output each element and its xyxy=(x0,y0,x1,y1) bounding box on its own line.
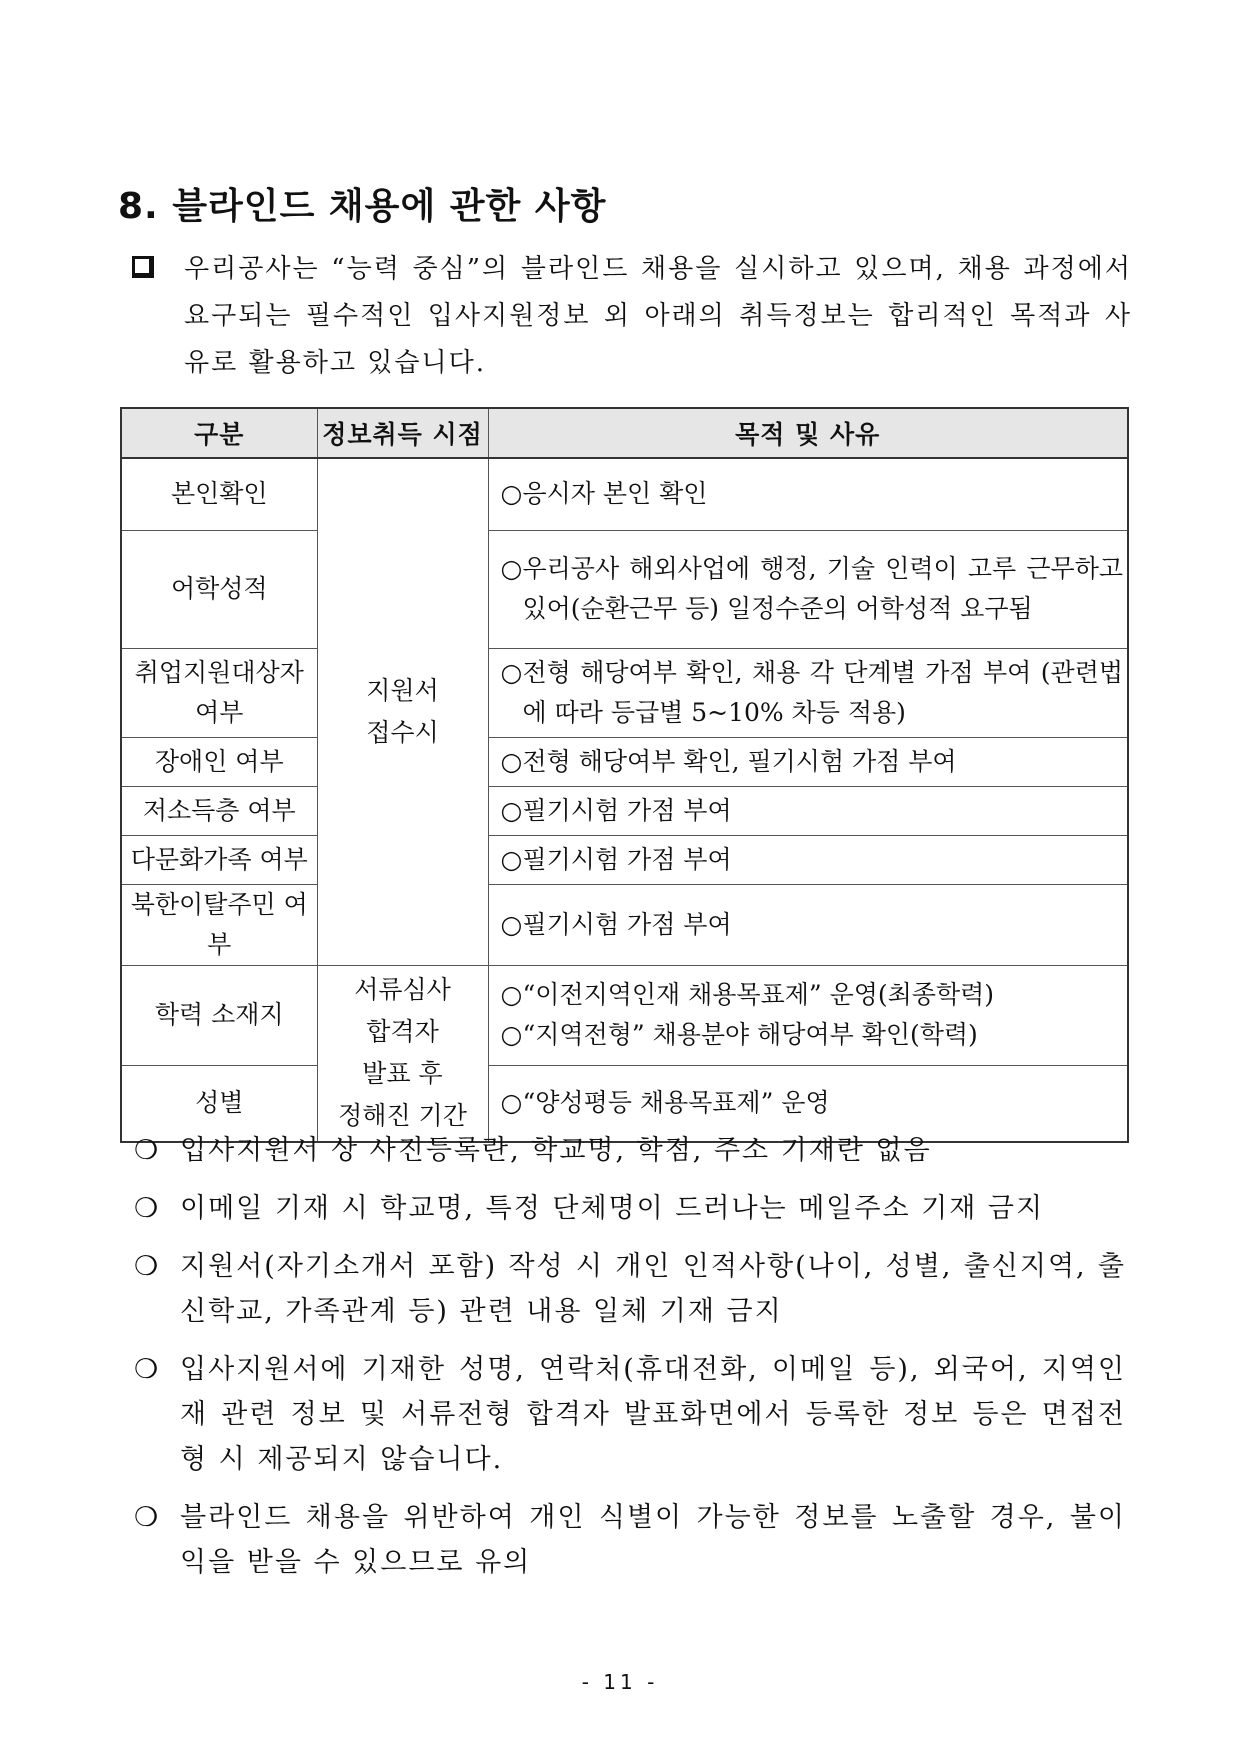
table-row xyxy=(121,530,1128,648)
hollow-circle-bullet-icon: ❍ xyxy=(134,1502,159,1533)
list-item: ❍ 지원서(자기소개서 포함) 작성 시 개인 인적사항(나이, 성별, 출신지역, 출신학교, 가족관계 등) 관련 내용 일체 기재 금지 xyxy=(134,1244,1126,1334)
bullet-circle-icon: ○ xyxy=(500,479,523,509)
row-category: 취업지원대상자 여부 xyxy=(121,648,317,737)
header-purpose: 목적 및 사유 xyxy=(488,408,1128,458)
row-category: 장애인 여부 xyxy=(121,737,317,786)
table-row xyxy=(121,965,1128,1065)
row-purpose: ○필기시험 가점 부여 xyxy=(488,835,1128,884)
list-item: ❍ 입사지원서 상 사진등록란, 학교명, 학점, 주소 기재란 없음 xyxy=(134,1128,1126,1173)
page-number: - 11 - xyxy=(581,1670,659,1694)
row-purpose: ○우리공사 해외사업에 행정, 기술 인력이 고루 근무하고 있어(순환근무 등) 일정수준의 어학성적 요구됨 xyxy=(488,530,1128,648)
row-category: 본인확인 xyxy=(121,458,317,530)
checkbox-square-icon xyxy=(132,256,154,278)
time-line: 발표 후 xyxy=(362,1059,443,1089)
row-category: 다문화가족 여부 xyxy=(121,835,317,884)
hollow-circle-bullet-icon: ❍ xyxy=(134,1354,159,1385)
time-line: 서류심사 xyxy=(354,975,451,1005)
bullet-circle-icon: ○ xyxy=(500,1020,523,1049)
row-purpose: ○전형 해당여부 확인, 채용 각 단계별 가점 부여 (관련법에 따라 등급별 5~10% 차등 적용) xyxy=(488,648,1128,737)
intro-text: 우리공사는 “능력 중심”의 블라인드 채용을 실시하고 있으며, 채용 과정에서 요구되는 필수적인 입사지원정보 외 아래의 취득정보는 합리적인 목적과 사유로 활용하고 있습니다. xyxy=(184,254,1132,378)
table-row xyxy=(121,458,1128,530)
row-purpose: ○“이전지역인재 채용목표제” 운영(최종학력) ○“지역전형” 채용분야 해당여부 확인(학력) xyxy=(488,965,1128,1065)
row-purpose: ○“양성평등 채용목표제” 운영 xyxy=(488,1065,1128,1142)
time-line: 지원서 xyxy=(366,675,439,705)
bullet-circle-icon: ○ xyxy=(500,909,523,939)
row-category: 북한이탈주민 여부 xyxy=(121,884,317,965)
bullet-circle-icon: ○ xyxy=(500,844,523,874)
hollow-circle-bullet-icon: ❍ xyxy=(134,1193,159,1224)
row-category: 학력 소재지 xyxy=(121,965,317,1065)
row-purpose: ○전형 해당여부 확인, 필기시험 가점 부여 xyxy=(488,737,1128,786)
bullet-circle-icon: ○ xyxy=(500,554,523,583)
row-purpose: ○필기시험 가점 부여 xyxy=(488,884,1128,965)
info-table xyxy=(120,407,1129,1143)
row-category: 저소득층 여부 xyxy=(121,786,317,835)
bullet-circle-icon: ○ xyxy=(500,1088,523,1118)
header-category: 구분 xyxy=(121,408,317,458)
hollow-circle-bullet-icon: ❍ xyxy=(134,1135,159,1166)
row-purpose: ○필기시험 가점 부여 xyxy=(488,786,1128,835)
table-row xyxy=(121,737,1128,786)
table-row xyxy=(121,786,1128,835)
row-category: 어학성적 xyxy=(121,530,317,648)
time-cell-application xyxy=(317,458,488,965)
row-purpose: ○응시자 본인 확인 xyxy=(488,458,1128,530)
hollow-circle-bullet-icon: ❍ xyxy=(134,1251,159,1282)
header-time: 정보취득 시점 xyxy=(317,408,488,458)
section-heading: 8. 블라인드 채용에 관한 사항 xyxy=(118,186,607,227)
time-line: 접수시 xyxy=(366,717,439,747)
bullet-circle-icon: ○ xyxy=(500,657,523,687)
notes-list xyxy=(134,1128,1126,1598)
time-line: 정해진 기간 xyxy=(338,1101,467,1131)
bullet-circle-icon: ○ xyxy=(500,980,523,1009)
time-cell-after-screening xyxy=(317,965,488,1142)
list-item: ❍ 블라인드 채용을 위반하여 개인 식별이 가능한 정보를 노출할 경우, 불이익을 받을 수 있으므로 유의 xyxy=(134,1495,1126,1585)
row-category: 성별 xyxy=(121,1065,317,1142)
bullet-circle-icon: ○ xyxy=(500,795,523,825)
table-row xyxy=(121,835,1128,884)
table-row xyxy=(121,884,1128,965)
list-item: ❍ 입사지원서에 기재한 성명, 연락처(휴대전화, 이메일 등), 외국어, 지역인재 관련 정보 및 서류전형 합격자 발표화면에서 등록한 정보 등은 면접전형 시 제공되지 않습니다. xyxy=(134,1347,1126,1482)
table-header-row xyxy=(121,408,1128,458)
table-row xyxy=(121,648,1128,737)
time-line: 합격자 xyxy=(366,1017,439,1047)
list-item: ❍ 이메일 기재 시 학교명, 특정 단체명이 드러나는 메일주소 기재 금지 xyxy=(134,1186,1126,1231)
bullet-circle-icon: ○ xyxy=(500,746,523,776)
